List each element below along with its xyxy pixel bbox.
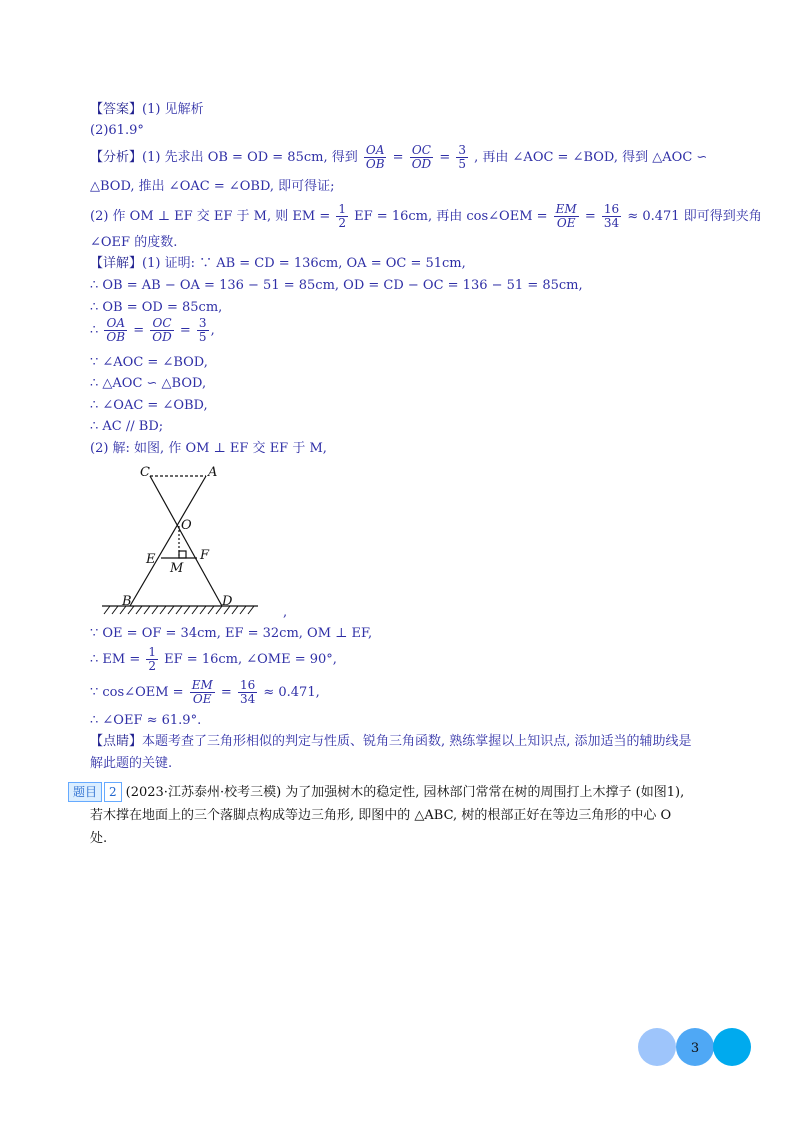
detail-line-7: ∴ ∠OAC = ∠OBD, bbox=[90, 398, 208, 413]
detail-line-4: ∴ $\frac{OA}{OB}$ = $\frac{OC}{OD}$ = $\frac{3}{5}$ , bbox=[90, 316, 215, 344]
answer-line: 【答案】(1) 见解析 bbox=[90, 102, 204, 117]
label-a: A bbox=[208, 465, 218, 480]
fraction-em-oe-2: $\frac{EM}{OE}$ bbox=[191, 678, 213, 706]
label-d: D bbox=[222, 594, 233, 609]
question-line-1: 题目 2 (2023·江苏泰州·校考三模) 为了加强树木的稳定性, 园林部门常常在树的周围打上木撑子 (如图1), bbox=[68, 782, 684, 804]
fraction-oa-ob-2: $\frac{OA}{OB}$ bbox=[106, 316, 126, 344]
figure-comma: , bbox=[283, 605, 288, 620]
right-angle-mark bbox=[179, 551, 186, 558]
detail-line-1: 【详解】(1) 证明: ∵ AB = CD = 136cm, OA = OC = 51cm, bbox=[90, 256, 466, 271]
fraction-oc-od: $\frac{OC}{OD}$ bbox=[411, 143, 432, 171]
question-tag: 题目 bbox=[68, 782, 102, 802]
analysis-line-4: ∠OEF 的度数. bbox=[90, 235, 178, 250]
fraction-em-oe: $\frac{EM}{OE}$ bbox=[555, 202, 577, 230]
detail-line-8: ∴ AC // BD; bbox=[90, 419, 164, 434]
label-o: O bbox=[181, 518, 192, 533]
detail-line-6: ∴ △AOC ∽ △BOD, bbox=[90, 376, 207, 391]
fraction-half: $\frac{1}{2}$ bbox=[338, 202, 347, 230]
answer-part2: (2)61.9° bbox=[90, 123, 144, 138]
label-c: C bbox=[140, 465, 150, 480]
fraction-oa-ob: $\frac{OA}{OB}$ bbox=[365, 143, 385, 171]
page-circle-light bbox=[638, 1028, 676, 1066]
detail-line-9: (2) 解: 如图, 作 OM ⊥ EF 交 EF 于 M, bbox=[90, 441, 327, 456]
fraction-oc-od-2: $\frac{OC}{OD}$ bbox=[152, 316, 172, 344]
fraction-3-5-2: $\frac{3}{5}$ bbox=[198, 316, 207, 344]
label-b: B bbox=[122, 594, 132, 609]
question-line-3: 处. bbox=[90, 831, 108, 846]
fraction-half-2: $\frac{1}{2}$ bbox=[148, 645, 157, 673]
analysis-line-1: 【分析】(1) 先求出 OB = OD = 85cm, 得到 $\frac{OA}{OB}$ = $\frac{OC}{OD}$ = $\frac{3}{5}$ , 再由 ∠AOC = ∠BOD, 得到 △AOC ∽ bbox=[90, 143, 708, 171]
page-number: 3 bbox=[690, 1041, 700, 1056]
detail-line-10: ∵ OE = OF = 34cm, EF = 32cm, OM ⊥ EF, bbox=[90, 626, 373, 641]
comment-line-1: 【点睛】本题考查了三角形相似的判定与性质、锐角三角函数, 熟练掌握以上知识点, 添加适当的辅助线是 bbox=[90, 734, 692, 749]
detail-line-12: ∵ cos∠OEM = $\frac{EM}{OE}$ = $\frac{16}{34}$ ≈ 0.471, bbox=[90, 678, 320, 706]
line-ab bbox=[130, 476, 206, 606]
comment-line-2: 解此题的关键. bbox=[90, 756, 173, 771]
analysis-line-2: △BOD, 推出 ∠OAC = ∠OBD, 即可得证; bbox=[90, 179, 335, 194]
fraction-16-34: $\frac{16}{34}$ bbox=[603, 202, 620, 230]
label-e: E bbox=[146, 552, 156, 567]
detail-line-3: ∴ OB = OD = 85cm, bbox=[90, 300, 223, 315]
analysis-line-3: (2) 作 OM ⊥ EF 交 EF 于 M, 则 EM = $\frac{1}{2}$ EF = 16cm, 再由 cos∠OEM = $\frac{EM}{OE}$ = $\frac{16}{34}$ ≈ 0.471 即可得到夹角 bbox=[90, 202, 762, 230]
detail-line-2: ∴ OB = AB − OA = 136 − 51 = 85cm, OD = CD − OC = 136 − 51 = 85cm, bbox=[90, 278, 583, 293]
detail-line-5: ∵ ∠AOC = ∠BOD, bbox=[90, 355, 208, 370]
detail-line-13: ∴ ∠OEF ≈ 61.9°. bbox=[90, 713, 202, 728]
label-f: F bbox=[200, 548, 210, 563]
fraction-16-34-2: $\frac{16}{34}$ bbox=[239, 678, 256, 706]
geometry-figure bbox=[100, 462, 270, 622]
label-m: M bbox=[170, 561, 184, 576]
question-line-2: 若木撑在地面上的三个落脚点构成等边三角形, 即图中的 △ABC, 树的根部正好在等边三角形的中心 O bbox=[90, 808, 672, 823]
line-cd bbox=[150, 476, 222, 606]
page-number-badge bbox=[637, 1027, 751, 1067]
question-number: 2 bbox=[104, 782, 122, 802]
page-circle-dark bbox=[713, 1028, 751, 1066]
detail-line-11: ∴ EM = $\frac{1}{2}$ EF = 16cm, ∠OME = 90°, bbox=[90, 645, 337, 673]
fraction-3-5: $\frac{3}{5}$ bbox=[458, 143, 466, 171]
